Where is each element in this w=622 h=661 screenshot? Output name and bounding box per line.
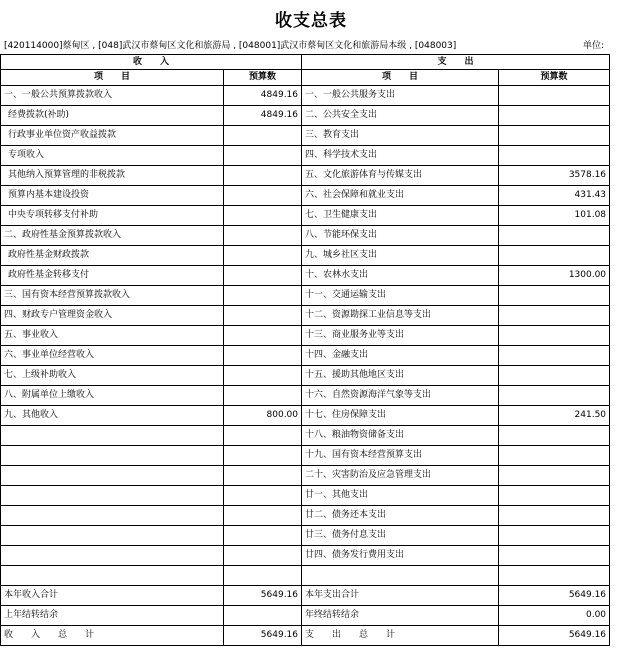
table-row: [1, 346, 610, 366]
table-row: [1, 286, 610, 306]
income-budget-cell: [224, 326, 302, 346]
group-header-row: [1, 55, 610, 70]
expense-item-cell: 十六、自然资源海洋气象等支出: [302, 386, 499, 406]
expense-item-cell: 十九、国有资本经营预算支出: [302, 446, 499, 466]
income-item-cell: 政府性基金财政拨款: [1, 246, 224, 266]
income-item-cell: [1, 426, 224, 446]
income-budget-cell: 800.00: [224, 406, 302, 426]
income-item-cell: [1, 566, 224, 586]
income-budget-cell: [224, 206, 302, 226]
income-budget-cell: [224, 546, 302, 566]
income-budget-cell: 4849.16: [224, 106, 302, 126]
org-info-line: [4, 38, 618, 52]
income-item-cell: [1, 526, 224, 546]
table-row: [1, 206, 610, 226]
income-budget-cell: [224, 486, 302, 506]
income-item-cell: 中央专项转移支付补助: [1, 206, 224, 226]
expense-budget-cell: [499, 566, 610, 586]
income-item-cell: [1, 506, 224, 526]
table-row: [1, 106, 610, 126]
income-budget-cell: [224, 266, 302, 286]
income-budget-cell: [224, 306, 302, 326]
table-row: [1, 86, 610, 106]
expense-budget-cell: [499, 86, 610, 106]
expense-item-cell: 六、社会保障和就业支出: [302, 186, 499, 206]
table-row: [1, 486, 610, 506]
org-path: [420114000]蔡甸区 , [048]武汉市蔡甸区文化和旅游局 , [048001]武汉市蔡甸区文化和旅游局本级 , [048003]: [4, 41, 457, 51]
income-item-cell: [1, 466, 224, 486]
expense-budget-cell: [499, 546, 610, 566]
expense-item-cell: 十三、商业服务业等支出: [302, 326, 499, 346]
total-row: [1, 586, 610, 606]
income-item-cell: 五、事业收入: [1, 326, 224, 346]
table-row: [1, 166, 610, 186]
income-item-cell: [1, 546, 224, 566]
column-header-row: [1, 70, 610, 86]
income-item-cell: 九、其他收入: [1, 406, 224, 426]
expense-budget-cell: 3578.16: [499, 166, 610, 186]
table-row: [1, 546, 610, 566]
table-row: [1, 386, 610, 406]
income-budget-cell: [224, 606, 302, 626]
income-item-cell: 政府性基金转移支付: [1, 266, 224, 286]
expense-budget-cell: [499, 246, 610, 266]
expense-item-cell: 廿二、债务还本支出: [302, 506, 499, 526]
expense-item-cell: 二十、灾害防治及应急管理支出: [302, 466, 499, 486]
income-budget-cell: [224, 246, 302, 266]
expense-budget-cell: [499, 386, 610, 406]
expense-budget-cell: [499, 126, 610, 146]
expense-item-cell: 一、一般公共服务支出: [302, 86, 499, 106]
income-budget-cell: [224, 186, 302, 206]
table-row: [1, 326, 610, 346]
expense-budget-cell: [499, 426, 610, 446]
expense-budget-cell: [499, 326, 610, 346]
income-item-cell: 收 入 总 计: [1, 626, 224, 646]
expense-item-cell: 十七、住房保障支出: [302, 406, 499, 426]
expense-budget-cell: 241.50: [499, 406, 610, 426]
expense-item-cell: 十二、资源勘探工业信息等支出: [302, 306, 499, 326]
income-budget-cell: [224, 366, 302, 386]
income-item-cell: 七、上级补助收入: [1, 366, 224, 386]
income-item-cell: 二、政府性基金预算拨款收入: [1, 226, 224, 246]
expense-budget-cell: 431.43: [499, 186, 610, 206]
income-item-cell: 经费拨款(补助): [1, 106, 224, 126]
income-item-cell: [1, 486, 224, 506]
table-row: [1, 506, 610, 526]
income-budget-cell: [224, 386, 302, 406]
expense-item-cell: 三、教育支出: [302, 126, 499, 146]
expense-item-cell: 九、城乡社区支出: [302, 246, 499, 266]
expense-budget-cell: [499, 106, 610, 126]
income-budget-cell: [224, 466, 302, 486]
expense-item-cell: 十、农林水支出: [302, 266, 499, 286]
income-budget-header: 预算数: [224, 70, 302, 86]
table-row: [1, 366, 610, 386]
expense-item-cell: 十一、交通运输支出: [302, 286, 499, 306]
income-item-cell: 专项收入: [1, 146, 224, 166]
expense-budget-cell: [499, 446, 610, 466]
expense-item-cell: 廿一、其他支出: [302, 486, 499, 506]
income-budget-cell: [224, 166, 302, 186]
income-item-cell: 八、附属单位上缴收入: [1, 386, 224, 406]
table-row: [1, 246, 610, 266]
income-budget-cell: 5649.16: [224, 626, 302, 646]
expense-budget-cell: [499, 506, 610, 526]
expense-item-cell: 十四、金融支出: [302, 346, 499, 366]
income-item-cell: 其他纳入预算管理的非税拨款: [1, 166, 224, 186]
income-item-cell: 四、财政专户管理资金收入: [1, 306, 224, 326]
table-row: [1, 226, 610, 246]
income-item-cell: 本年收入合计: [1, 586, 224, 606]
expense-budget-cell: [499, 286, 610, 306]
income-budget-cell: [224, 286, 302, 306]
expense-budget-cell: 5649.16: [499, 586, 610, 606]
expense-item-cell: 支 出 总 计: [302, 626, 499, 646]
income-budget-cell: [224, 346, 302, 366]
expense-item-cell: 二、公共安全支出: [302, 106, 499, 126]
table-row: [1, 406, 610, 426]
income-item-cell: 一、一般公共预算拨款收入: [1, 86, 224, 106]
expense-budget-header: 预算数: [499, 70, 610, 86]
expense-budget-cell: [499, 226, 610, 246]
income-item-cell: 行政事业单位资产收益拨款: [1, 126, 224, 146]
expense-item-cell: 年终结转结余: [302, 606, 499, 626]
income-item-cell: [1, 446, 224, 466]
income-budget-cell: [224, 446, 302, 466]
expense-item-cell: 八、节能环保支出: [302, 226, 499, 246]
total-row: [1, 626, 610, 646]
summary-table: [0, 54, 610, 646]
expense-item-cell: [302, 566, 499, 586]
income-budget-cell: [224, 506, 302, 526]
income-item-cell: 六、事业单位经营收入: [1, 346, 224, 366]
table-row: [1, 446, 610, 466]
income-budget-cell: 4849.16: [224, 86, 302, 106]
income-budget-cell: [224, 226, 302, 246]
expense-budget-cell: [499, 366, 610, 386]
expense-budget-cell: [499, 346, 610, 366]
expense-item-cell: 七、卫生健康支出: [302, 206, 499, 226]
table-row: [1, 306, 610, 326]
table-row: [1, 126, 610, 146]
income-budget-cell: 5649.16: [224, 586, 302, 606]
income-item-cell: 上年结转结余: [1, 606, 224, 626]
income-item-header: 项 目: [1, 70, 224, 86]
expense-item-cell: 廿四、债务发行费用支出: [302, 546, 499, 566]
income-budget-cell: [224, 126, 302, 146]
income-budget-cell: [224, 566, 302, 586]
expense-budget-cell: [499, 526, 610, 546]
expense-item-cell: 廿三、债务付息支出: [302, 526, 499, 546]
expense-item-cell: 五、文化旅游体育与传媒支出: [302, 166, 499, 186]
expense-budget-cell: [499, 306, 610, 326]
table-row: [1, 186, 610, 206]
income-item-cell: 预算内基本建设投资: [1, 186, 224, 206]
expense-item-cell: 十八、粮油物资储备支出: [302, 426, 499, 446]
expense-group-header: 支 出: [302, 55, 610, 70]
expense-item-header: 项 目: [302, 70, 499, 86]
unit-label: 单位:: [582, 41, 604, 51]
income-group-header: 收 入: [1, 55, 302, 70]
table-row: [1, 426, 610, 446]
table-row: [1, 146, 610, 166]
income-budget-cell: [224, 146, 302, 166]
expense-budget-cell: 1300.00: [499, 266, 610, 286]
expense-item-cell: 四、科学技术支出: [302, 146, 499, 166]
table-row: [1, 466, 610, 486]
income-item-cell: 三、国有资本经营预算拨款收入: [1, 286, 224, 306]
table-row: [1, 266, 610, 286]
expense-budget-cell: 5649.16: [499, 626, 610, 646]
expense-budget-cell: [499, 466, 610, 486]
income-budget-cell: [224, 426, 302, 446]
income-budget-cell: [224, 526, 302, 546]
expense-budget-cell: [499, 146, 610, 166]
page-title: 收支总表: [275, 11, 347, 31]
expense-item-cell: 本年支出合计: [302, 586, 499, 606]
expense-budget-cell: [499, 486, 610, 506]
expense-budget-cell: 0.00: [499, 606, 610, 626]
expense-budget-cell: 101.08: [499, 206, 610, 226]
total-row: [1, 606, 610, 626]
table-row: [1, 566, 610, 586]
expense-item-cell: 十五、援助其他地区支出: [302, 366, 499, 386]
table-row: [1, 526, 610, 546]
